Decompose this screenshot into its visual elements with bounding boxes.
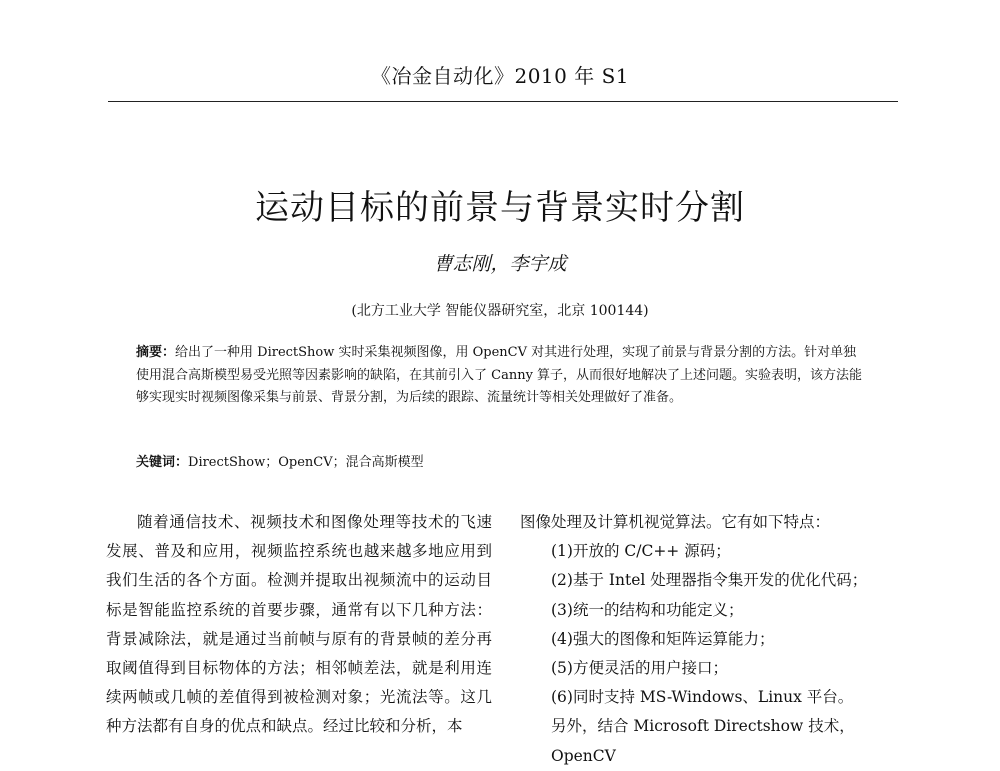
abstract xyxy=(136,342,868,410)
feature-item: (5)方便灵活的用户接口； xyxy=(551,659,728,678)
body-left-column xyxy=(106,508,492,742)
right-tail: 另外，结合 Microsoft Directshow 技术，OpenCV xyxy=(551,717,855,765)
keywords-text: DirectShow；OpenCV；混合高斯模型 xyxy=(188,455,424,470)
authors: 曹志刚，李宇成 xyxy=(433,253,567,275)
header-divider xyxy=(108,101,898,102)
abstract-text: 给出了一种用 DirectShow 实时采集视频图像，用 OpenCV 对其进行处理，实现了前景与背景分割的方法。针对单独使用混合高斯模型易受光照等因素影响的缺陷，在其前引入了 Canny 算子，从而很好地解决了上述问题。实验表明，该方法能够实现实时视频图像采集与前景、背景分割，为后续的跟踪、流量统计等相关处理做好了准备。 xyxy=(136,345,863,405)
feature-item: (3)统一的结构和功能定义； xyxy=(551,600,744,619)
feature-item: (4)强大的图像和矩阵运算能力； xyxy=(551,629,775,648)
body-right-column xyxy=(520,508,904,771)
paper-title: 运动目标的前景与背景实时分割 xyxy=(255,188,745,228)
feature-item: (1)开放的 C/C++ 源码； xyxy=(551,542,731,561)
body-paragraph: 随着通信技术、视频技术和图像处理等技术的飞速发展、普及和应用，视频监控系统也越来越多地应用到我们生活的各个方面。检测并提取出视频流中的运动目标是智能监控系统的首要步骤，通常有以下几种方法：背景减除法，就是通过当前帧与原有的背景帧的差分再取阈值得到目标物体的方法；相邻帧差法，就是利用连续两帧或几帧的差值得到被检测对象；光流法等。这几种方法都有自身的优点和缺点。经过比较和分析，本 xyxy=(106,513,492,736)
affiliation: (北方工业大学 智能仪器研究室，北京 100144) xyxy=(351,303,649,319)
feature-item: (2)基于 Intel 处理器指令集开发的优化代码； xyxy=(551,571,868,590)
journal-header: 《冶金自动化》2010 年 S1 xyxy=(370,64,630,88)
right-intro: 图像处理及计算机视觉算法。它有如下特点： xyxy=(520,513,831,531)
keywords xyxy=(136,451,868,470)
keywords-label: 关键词： xyxy=(136,455,189,470)
feature-item: (6)同时支持 MS-Windows、Linux 平台。 xyxy=(551,688,854,707)
abstract-label: 摘要： xyxy=(136,345,176,360)
